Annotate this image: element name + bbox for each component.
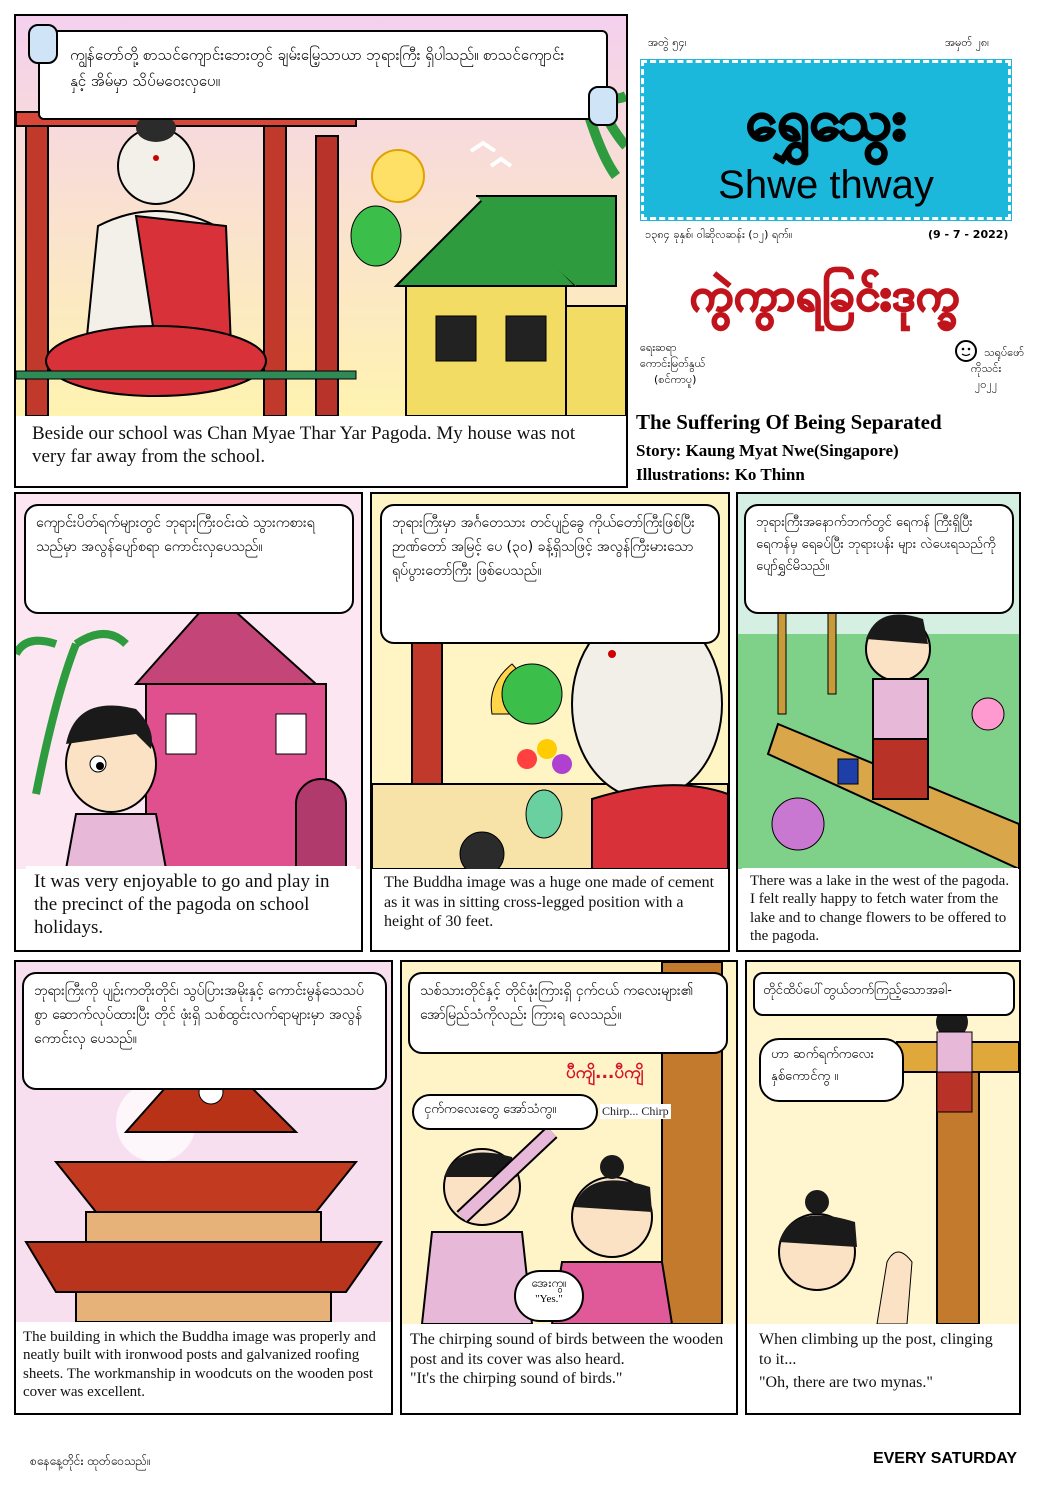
panel-2-speech: ကျောင်းပိတ်ရက်များတွင် ဘုရားကြီးဝင်းထဲ သွားကစားရသည်မှာ အလွန်ပျော်စရာ ကောင်းလှပေသည်။ [24, 504, 354, 614]
logo-english: Shwe thway [718, 163, 934, 207]
panel-6-bubble-2-mm: အေးကွ။ [531, 1276, 567, 1290]
english-story-credit: Story: Kaung Myat Nwe(Singapore) [636, 441, 899, 460]
panel-1 [14, 14, 628, 488]
panel-6-caption [404, 1326, 736, 1412]
panel-5 [14, 960, 393, 1415]
panel-6 [400, 960, 738, 1415]
panel-5-caption: The building in which the Buddha image was properly and neatly built with ironwood posts and galvanized roofing sheets. The workmanship in woodcuts on the wooden post cover was excellent. [18, 1324, 391, 1412]
art-credit-line: သရုပ်ဖော် [984, 346, 1025, 359]
art-credit-line: ကိုသင်း [970, 361, 1002, 375]
date-myanmar: ၁၃၈၄ ခုနှစ်၊ ဝါဆိုလဆန်း (၁၂) ရက်။ [645, 228, 793, 241]
panel-4-caption: There was a lake in the west of the pagoda. I felt really happy to fetch water from the lake and to change flowers to be offered to the pagoda. [742, 868, 1018, 950]
panel-6-speech: သစ်သားတိုင်နှင့် တိုင်ဖုံးကြားရှိ ငှက်ငယ် ကလေးများ၏ အော်မြည်သံကိုလည်း ကြားရ လေသည်။ [408, 972, 728, 1054]
panel-2-caption: It was very enjoyable to go and play in the precinct of the pagoda on school holidays. [26, 866, 356, 948]
english-title: The Suffering Of Being Separated [636, 410, 942, 434]
panel-7-speech: တိုင်ထိပ်ပေါ်တွယ်တက်ကြည့်သောအခါ- [753, 972, 1015, 1016]
panel-1-caption: Beside our school was Chan Myae Thar Yar Pagoda. My house was not very far away from the school. [20, 416, 620, 482]
art-credit-line: ၂၀၂၂ [974, 377, 998, 391]
logo-myanmar: ရွှေသွေး [745, 88, 907, 153]
panel-6-bubble-1: ငှက်ကလေးတွေ အော်သံကွ။ [412, 1094, 598, 1130]
panel-1-speech: ကျွန်တော်တို့ စာသင်ကျောင်းဘေးတွင် ချမ်းမြေ့သာယာ ဘုရားကြီး ရှိပါသည်။ စာသင်ကျောင်းနှင့် အိမ်မှာ သိပ်မဝေးလှပေ။ [70, 46, 565, 91]
panel-6-bubble-2-en: "Yes." [535, 1293, 563, 1306]
panel-4 [736, 492, 1021, 952]
panel-3-speech: ဘုရားကြီးမှာ အင်္ဂတေသား တင်ပျဉ်ခွေ ကိုယ်တော်ကြီးဖြစ်ပြီး ဉာဏ်တော် အမြင့် ပေ (၃၀) ခန့်ရှိသဖြင့် အလွန်ကြီးမားသော ရုပ်ပွားတော်ကြီး ဖြစ်ပေသည်။ [380, 504, 720, 644]
panel-3 [370, 492, 730, 952]
magazine-logo [641, 60, 1011, 220]
panel-7-caption-line: When climbing up the post, clinging to it... [759, 1331, 993, 1368]
panel-6-caption-line: "It's the chirping sound of birds." [410, 1370, 623, 1388]
scroll-right-roll-icon [588, 86, 618, 126]
climbing-boy-illustration [747, 962, 1019, 1324]
story-credit-line: ရေးဆရာ [640, 341, 677, 354]
panel-6-caption-line: The chirping sound of birds between the wooden post and its cover was also heard. [410, 1331, 724, 1368]
story-credit-line: (စင်ကာပူ) [654, 372, 697, 386]
english-illustration-credit: Illustrations: Ko Thinn [636, 465, 805, 484]
story-credit-mm [640, 340, 705, 388]
panel-7-art [747, 962, 1019, 1324]
panel-6-bubble-2 [514, 1270, 584, 1322]
panel-5-speech: ဘုရားကြီးကို ပျဉ်းကတိုးတိုင်၊ သွပ်ပြားအမိုးနှင့် ကောင်းမွန်သေသပ်စွာ ဆောက်လုပ်ထားပြီး တိုင် ဖုံးရှိ သစ်ထွင်းလက်ရာများမှာ အလွန်ကောင်းလှ ပေသည်။ [22, 972, 387, 1090]
panel-7 [745, 960, 1021, 1415]
panel-6-sfx-en: Chirp... Chirp [602, 1104, 669, 1118]
footer-publisher: စနေနေ့တိုင်း ထုတ်ဝေသည်။ [30, 1454, 151, 1468]
panel-7-caption-line: "Oh, there are two mynas." [759, 1374, 933, 1392]
panel-7-bubble: ဟာ ဆက်ရက်ကလေး နှစ်ကောင်ကွ ။ [759, 1038, 904, 1102]
scroll-left-roll-icon [28, 24, 58, 64]
panel-1-speech-scroll [38, 30, 608, 120]
panel-7-caption [749, 1326, 1019, 1412]
panel-6-sfx-mm: ပီကျိ...ပီကျိ [562, 1062, 647, 1087]
panel-4-speech: ဘုရားကြီးအနောက်ဘက်တွင် ရေကန် ကြီးရှိပြီး ရေကန်မှ ရေခပ်ပြီး ဘုရားပန်း များ လဲပေးရသည်ကို ပျော်ရွှင်မိသည်။ [744, 504, 1014, 614]
story-credit-line: ကောင်းမြတ်နွယ် [640, 356, 706, 370]
date-gregorian: (9 - 7 - 2022) [928, 228, 1009, 241]
series-title: ကွဲကွာရခြင်းဒုက္ခ [689, 270, 961, 321]
art-credit-mm [948, 345, 1024, 393]
panel-2 [14, 492, 363, 952]
issue-number: အမှတ် ၂၈၊ [945, 36, 990, 49]
issue-volume: အတွဲ ၅၄၊ [648, 36, 687, 49]
panel-3-caption: The Buddha image was a huge one made of cement as it was in sitting cross-legged position with a height of 30 feet. [376, 869, 726, 947]
footer-every-saturday: EVERY SATURDAY [872, 1450, 1017, 1467]
